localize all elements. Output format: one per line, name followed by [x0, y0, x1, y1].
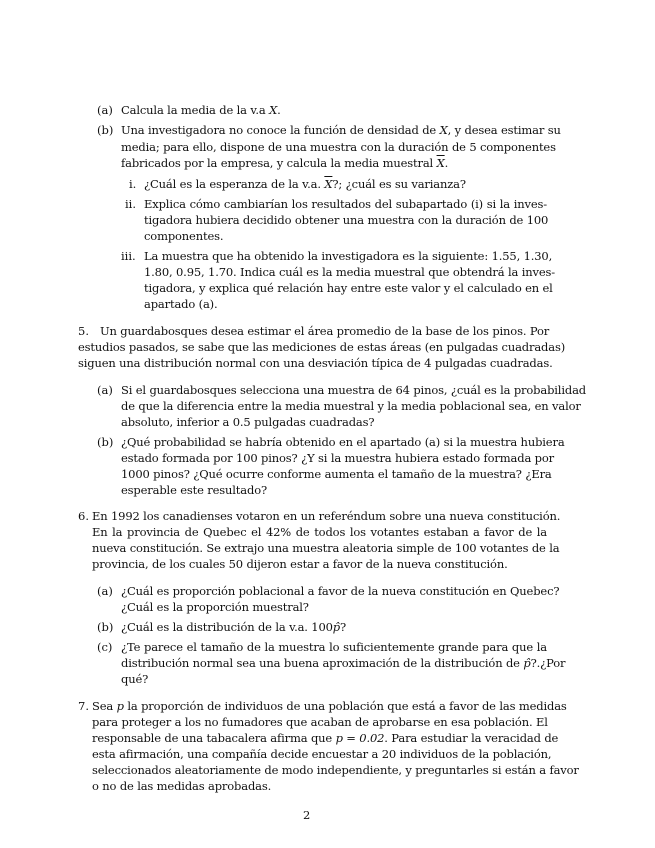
problem5-line1: Un guardabosques desea estimar el área promedio de la base de los pinos. Por — [100, 324, 550, 338]
sub-iii-line3: tigadora, y explica qué relación hay entre este valor y el calculado en el — [144, 281, 553, 295]
problem5-a-line1: Si el guardabosques selecciona una muestra de 64 pinos, ¿cuál es la probabilidad — [121, 383, 586, 397]
sub-i-label: i. — [129, 177, 137, 191]
sub-ii-label: ii. — [125, 197, 137, 211]
page-number: 2 — [303, 808, 311, 822]
problem5-line2: estudios pasados, se sabe que las mediciones de estas áreas (en pulgadas cuadradas) — [78, 340, 566, 354]
problem6-b-label: (b) — [97, 620, 114, 634]
problem7-line4: esta afirmación, una compañía decide encuestar a 20 individuos de la población, — [92, 747, 552, 761]
problem6-c-label: (c) — [97, 640, 113, 654]
problem6-c-line1: ¿Te parece el tamaño de la muestra lo suficientemente grande para que la — [121, 640, 547, 654]
problem5-a-line3: absoluto, inferior a 0.5 pulgadas cuadradas? — [121, 415, 375, 429]
item-b-label: (b) — [97, 123, 114, 137]
problem7-line6: o no de las medidas aprobadas. — [92, 779, 272, 793]
problem5-a-line2: de que la diferencia entre la media muestral y la media poblacional sea, en valor — [121, 399, 581, 413]
problem7-line3: responsable de una tabacalera afirma que p = 0.02. Para estudiar la veracidad de — [92, 731, 559, 745]
problem6-a-label: (a) — [97, 584, 113, 598]
problem6-line2: En la provincia de Quebec el 42% de todos los votantes estaban a favor de la — [92, 525, 547, 539]
problem5-b-line1: ¿Qué probabilidad se habría obtenido en el apartado (a) si la muestra hubiera — [121, 435, 565, 449]
sub-ii-line1: Explica cómo cambiarían los resultados del subapartado (i) si la inves- — [144, 197, 547, 211]
problem6-b-text: ¿Cuál es la distribución de la v.a. 100p̂? — [121, 620, 347, 634]
problem5-b-line4: esperable este resultado? — [121, 483, 267, 497]
problem5-number: 5. — [78, 324, 89, 338]
problem6-c-line2: distribución normal sea una buena aproximación de la distribución de p̂?.¿Por — [121, 656, 566, 670]
problem7-line1: Sea p la proporción de individuos de una población que está a favor de las medidas — [92, 699, 567, 713]
problem6-a-line1: ¿Cuál es proporción poblacional a favor de la nueva constitución en Quebec? — [121, 584, 560, 598]
sub-iii-line1: La muestra que ha obtenido la investigadora es la siguiente: 1.55, 1.30, — [144, 249, 553, 263]
item-a-text: Calcula la media de la v.a X. — [121, 103, 281, 117]
sub-iii-line4: apartado (a). — [144, 297, 218, 311]
problem5-b-label: (b) — [97, 435, 114, 449]
problem7-number: 7. — [78, 699, 89, 713]
sub-i-text: ¿Cuál es la esperanza de la v.a. $\overline{X}$?; ¿cuál es su varianza? — [144, 177, 466, 191]
problem6-line1: En 1992 los canadienses votaron en un referéndum sobre una nueva constitución. — [92, 509, 561, 523]
sub-ii-line2: tigadora hubiera decidido obtener una muestra con la duración de 100 — [144, 213, 549, 227]
item-b-line3: fabricados por la empresa, y calcula la media muestral $\overline{X}$. — [121, 156, 449, 170]
problem7-line5: seleccionados aleatoriamente de modo independiente, y preguntarles si están a favor — [92, 763, 579, 777]
item-a-label: (a) — [97, 103, 113, 117]
item-b-line1: Una investigadora no conoce la función de densidad de X, y desea estimar su — [121, 123, 561, 137]
problem7-line2: para proteger a los no fumadores que acaban de aprobarse en esa población. El — [92, 715, 548, 729]
problem5-b-line3: 1000 pinos? ¿Qué ocurre conforme aumenta el tamaño de la muestra? ¿Era — [121, 467, 552, 481]
sub-ii-line3: componentes. — [144, 229, 224, 243]
problem6-number: 6. — [78, 509, 89, 523]
problem5-line3: siguen una distribución normal con una desviación típica de 4 pulgadas cuadradas. — [78, 356, 553, 370]
problem6-line4: provincia, de los cuales 50 dijeron estar a favor de la nueva constitución. — [92, 557, 508, 571]
item-b-line2: media; para ello, dispone de una muestra con la duración de 5 componentes — [121, 140, 556, 154]
problem6-line3: nueva constitución. Se extrajo una muestra aleatoria simple de 100 votantes de la — [92, 541, 560, 555]
sub-iii-label: iii. — [121, 249, 136, 263]
sub-iii-line2: 1.80, 0.95, 1.70. Indica cuál es la media muestral que obtendrá la inves- — [144, 265, 556, 279]
problem5-b-line2: estado formada por 100 pinos? ¿Y si la muestra hubiera estado formada por — [121, 451, 554, 465]
problem6-a-line2: ¿Cuál es la proporción muestral? — [121, 600, 309, 614]
problem5-a-label: (a) — [97, 383, 113, 397]
problem6-c-line3: qué? — [121, 672, 149, 686]
